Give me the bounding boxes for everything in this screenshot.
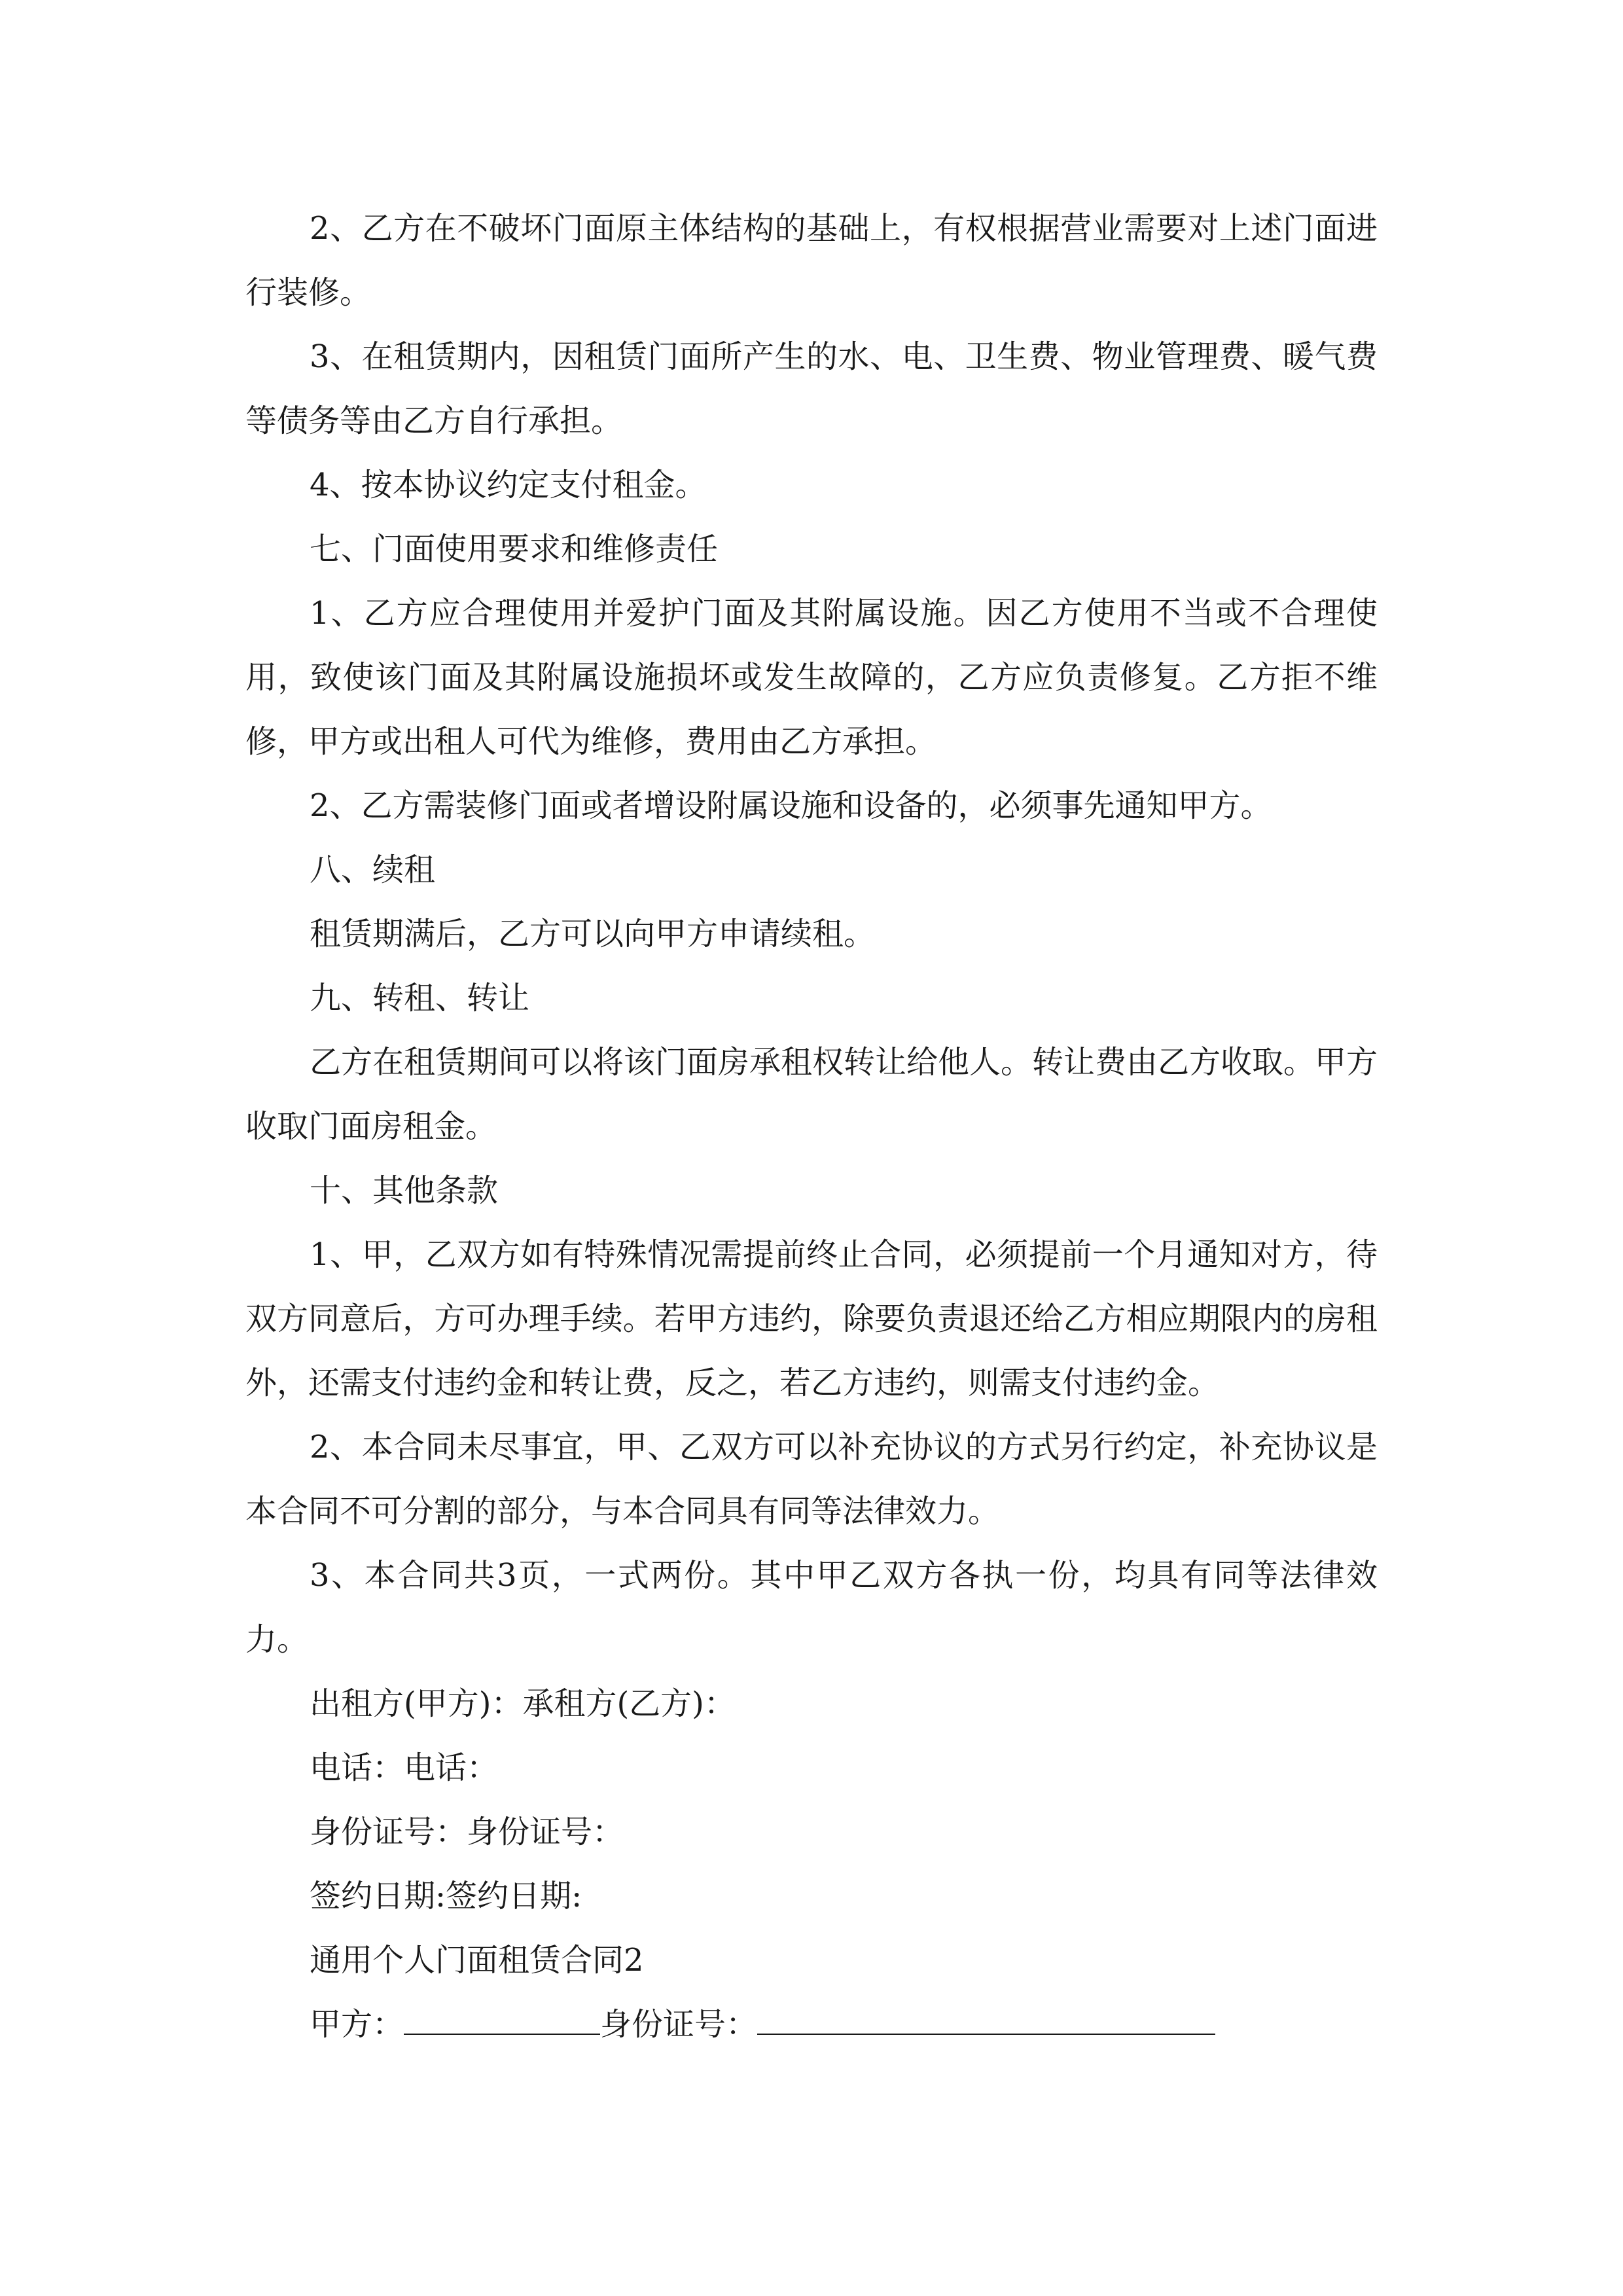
- section-heading-10: 十、其他条款: [310, 1172, 499, 1209]
- signature-parties: 出租方(甲方)：承租方(乙方)：: [310, 1685, 736, 1722]
- paragraph-clause-9: 乙方在租赁期间可以将该门面房承租权转让给他人。转让费由乙方收取。甲方收取门面房租金。: [245, 1044, 1378, 1145]
- section-heading-7: 七、门面使用要求和维修责任: [310, 531, 719, 567]
- id-number-blank[interactable]: [757, 2007, 1215, 2035]
- signature-id-number: 身份证号：身份证号：: [310, 1814, 624, 1850]
- paragraph-clause-7-2: 2、乙方需装修门面或者增设附属设施和设备的，必须事先通知甲方。: [310, 787, 1272, 824]
- next-contract-title: 通用个人门面租赁合同2: [310, 1942, 644, 1979]
- id-number-label: 身份证号：: [600, 2006, 758, 2043]
- paragraph-clause-7-1: 1、乙方应合理使用并爱护门面及其附属设施。因乙方使用不当或不合理使用，致使该门面及其附属设施损坏或发生故障的，乙方应负责修复。乙方拒不维修，甲方或出租人可代为维修，费用由乙方承担。: [245, 595, 1378, 760]
- paragraph-clause-8: 租赁期满后，乙方可以向甲方申请续租。: [310, 916, 876, 952]
- party-a-blank[interactable]: [404, 2007, 600, 2035]
- party-a-label: 甲方：: [310, 2006, 404, 2043]
- paragraph-clause-6-4: 4、按本协议约定支付租金。: [310, 467, 707, 503]
- paragraph-clause-10-3: 3、本合同共3页，一式两份。其中甲乙双方各执一份，均具有同等法律效力。: [245, 1557, 1378, 1658]
- signature-date: 签约日期:签约日期:: [310, 1878, 582, 1914]
- paragraph-clause-6-2: 2、乙方在不破坏门面原主体结构的基础上，有权根据营业需要对上述门面进行装修。: [245, 210, 1378, 311]
- paragraph-clause-6-3: 3、在租赁期内，因租赁门面所产生的水、电、卫生费、物业管理费、暖气费等债务等由乙方自行承担。: [245, 338, 1378, 439]
- signature-phone: 电话：电话：: [310, 1749, 499, 1786]
- party-a-sign-line: [245, 1992, 1378, 2056]
- section-heading-9: 九、转租、转让: [310, 980, 530, 1016]
- paragraph-clause-10-1: 1、甲，乙双方如有特殊情况需提前终止合同，必须提前一个月通知对方，待双方同意后，方可办理手续。若甲方违约，除要负责退还给乙方相应期限内的房租外，还需支付违约金和转让费，反之，若乙方违约，则需支付违约金。: [245, 1236, 1378, 1401]
- section-heading-8: 八、续租: [310, 852, 436, 888]
- document-body: [245, 196, 1378, 2056]
- paragraph-clause-10-2: 2、本合同未尽事宜，甲、乙双方可以补充协议的方式另行约定，补充协议是本合同不可分割的部分，与本合同具有同等法律效力。: [245, 1429, 1378, 1530]
